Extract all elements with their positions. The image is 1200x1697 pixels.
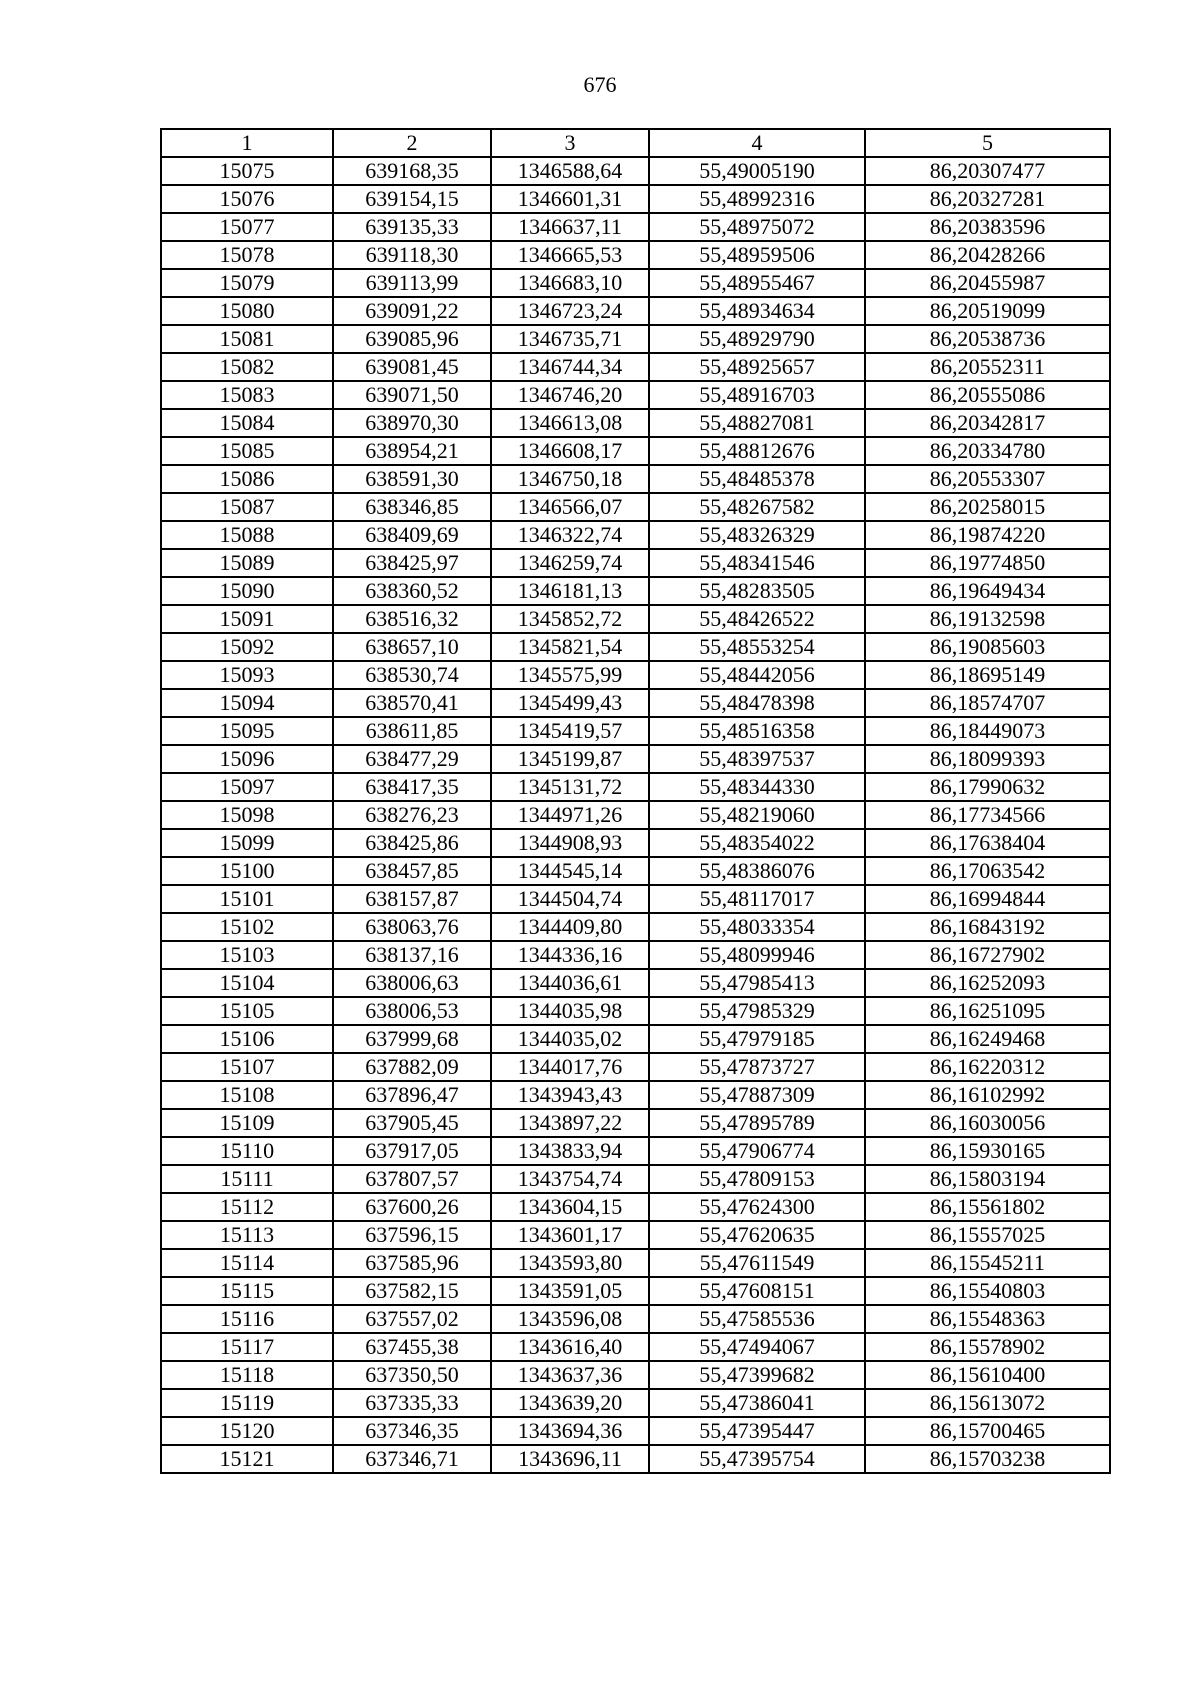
x-coordinate-cell: 639135,33 [333, 213, 491, 241]
point-number-cell: 15083 [161, 381, 333, 409]
x-coordinate-cell: 638611,85 [333, 717, 491, 745]
point-number-cell: 15086 [161, 465, 333, 493]
table-row [161, 969, 1110, 997]
y-coordinate-cell: 1345821,54 [491, 633, 649, 661]
table-row [161, 577, 1110, 605]
y-coordinate-cell: 1346744,34 [491, 353, 649, 381]
y-coordinate-cell: 1346588,64 [491, 157, 649, 185]
y-coordinate-cell: 1343604,15 [491, 1193, 649, 1221]
point-number-cell: 15102 [161, 913, 333, 941]
latitude-cell: 55,48326329 [649, 521, 865, 549]
x-coordinate-cell: 638657,10 [333, 633, 491, 661]
point-number-cell: 15094 [161, 689, 333, 717]
x-coordinate-cell: 639091,22 [333, 297, 491, 325]
point-number-cell: 15103 [161, 941, 333, 969]
table-row [161, 801, 1110, 829]
x-coordinate-cell: 638157,87 [333, 885, 491, 913]
latitude-cell: 55,48959506 [649, 241, 865, 269]
longitude-cell: 86,16102992 [865, 1081, 1110, 1109]
point-number-cell: 15118 [161, 1361, 333, 1389]
x-coordinate-cell: 639154,15 [333, 185, 491, 213]
longitude-cell: 86,20555086 [865, 381, 1110, 409]
point-number-cell: 15106 [161, 1025, 333, 1053]
y-coordinate-cell: 1344504,74 [491, 885, 649, 913]
x-coordinate-cell: 638137,16 [333, 941, 491, 969]
x-coordinate-cell: 638006,53 [333, 997, 491, 1025]
point-number-cell: 15088 [161, 521, 333, 549]
longitude-cell: 86,17063542 [865, 857, 1110, 885]
table-row [161, 325, 1110, 353]
y-coordinate-cell: 1343754,74 [491, 1165, 649, 1193]
latitude-cell: 55,48344330 [649, 773, 865, 801]
table-row [161, 269, 1110, 297]
x-coordinate-cell: 637346,35 [333, 1417, 491, 1445]
y-coordinate-cell: 1346683,10 [491, 269, 649, 297]
y-coordinate-cell: 1346613,08 [491, 409, 649, 437]
x-coordinate-cell: 637455,38 [333, 1333, 491, 1361]
x-coordinate-cell: 637557,02 [333, 1305, 491, 1333]
column-header-1: 1 [161, 129, 333, 157]
point-number-cell: 15091 [161, 605, 333, 633]
table-row [161, 1389, 1110, 1417]
table-row [161, 1445, 1110, 1473]
table-row [161, 1109, 1110, 1137]
y-coordinate-cell: 1344035,02 [491, 1025, 649, 1053]
latitude-cell: 55,49005190 [649, 157, 865, 185]
latitude-cell: 55,48341546 [649, 549, 865, 577]
longitude-cell: 86,18099393 [865, 745, 1110, 773]
longitude-cell: 86,20552311 [865, 353, 1110, 381]
y-coordinate-cell: 1346665,53 [491, 241, 649, 269]
latitude-cell: 55,47585536 [649, 1305, 865, 1333]
y-coordinate-cell: 1345852,72 [491, 605, 649, 633]
table-row [161, 717, 1110, 745]
point-number-cell: 15099 [161, 829, 333, 857]
y-coordinate-cell: 1343694,36 [491, 1417, 649, 1445]
table-row [161, 1025, 1110, 1053]
table-row [161, 241, 1110, 269]
table-row [161, 745, 1110, 773]
table-row [161, 297, 1110, 325]
longitude-cell: 86,20428266 [865, 241, 1110, 269]
point-number-cell: 15100 [161, 857, 333, 885]
latitude-cell: 55,47906774 [649, 1137, 865, 1165]
latitude-cell: 55,47395754 [649, 1445, 865, 1473]
y-coordinate-cell: 1344409,80 [491, 913, 649, 941]
latitude-cell: 55,48033354 [649, 913, 865, 941]
point-number-cell: 15078 [161, 241, 333, 269]
table-row [161, 773, 1110, 801]
column-header-3: 3 [491, 129, 649, 157]
x-coordinate-cell: 637346,71 [333, 1445, 491, 1473]
latitude-cell: 55,47895789 [649, 1109, 865, 1137]
point-number-cell: 15105 [161, 997, 333, 1025]
latitude-cell: 55,48516358 [649, 717, 865, 745]
latitude-cell: 55,47809153 [649, 1165, 865, 1193]
longitude-cell: 86,15557025 [865, 1221, 1110, 1249]
table-row [161, 997, 1110, 1025]
point-number-cell: 15096 [161, 745, 333, 773]
point-number-cell: 15082 [161, 353, 333, 381]
page-number: 676 [583, 72, 617, 97]
table-row [161, 1081, 1110, 1109]
y-coordinate-cell: 1345199,87 [491, 745, 649, 773]
y-coordinate-cell: 1346322,74 [491, 521, 649, 549]
x-coordinate-cell: 638346,85 [333, 493, 491, 521]
x-coordinate-cell: 639113,99 [333, 269, 491, 297]
longitude-cell: 86,20519099 [865, 297, 1110, 325]
y-coordinate-cell: 1344908,93 [491, 829, 649, 857]
table-row [161, 1193, 1110, 1221]
y-coordinate-cell: 1345131,72 [491, 773, 649, 801]
table-header-row [161, 129, 1110, 157]
coordinates-table [160, 128, 1111, 1474]
point-number-cell: 15112 [161, 1193, 333, 1221]
point-number-cell: 15095 [161, 717, 333, 745]
y-coordinate-cell: 1343897,22 [491, 1109, 649, 1137]
longitude-cell: 86,16249468 [865, 1025, 1110, 1053]
longitude-cell: 86,16727902 [865, 941, 1110, 969]
longitude-cell: 86,20553307 [865, 465, 1110, 493]
y-coordinate-cell: 1346637,11 [491, 213, 649, 241]
longitude-cell: 86,20258015 [865, 493, 1110, 521]
longitude-cell: 86,18449073 [865, 717, 1110, 745]
point-number-cell: 15116 [161, 1305, 333, 1333]
point-number-cell: 15080 [161, 297, 333, 325]
table-row [161, 1165, 1110, 1193]
y-coordinate-cell: 1346750,18 [491, 465, 649, 493]
latitude-cell: 55,47608151 [649, 1277, 865, 1305]
x-coordinate-cell: 639081,45 [333, 353, 491, 381]
y-coordinate-cell: 1344336,16 [491, 941, 649, 969]
point-number-cell: 15090 [161, 577, 333, 605]
table-row [161, 1053, 1110, 1081]
x-coordinate-cell: 639118,30 [333, 241, 491, 269]
latitude-cell: 55,48283505 [649, 577, 865, 605]
point-number-cell: 15113 [161, 1221, 333, 1249]
y-coordinate-cell: 1343601,17 [491, 1221, 649, 1249]
point-number-cell: 15079 [161, 269, 333, 297]
latitude-cell: 55,47985329 [649, 997, 865, 1025]
y-coordinate-cell: 1346259,74 [491, 549, 649, 577]
longitude-cell: 86,20383596 [865, 213, 1110, 241]
y-coordinate-cell: 1343593,80 [491, 1249, 649, 1277]
y-coordinate-cell: 1343616,40 [491, 1333, 649, 1361]
x-coordinate-cell: 637600,26 [333, 1193, 491, 1221]
latitude-cell: 55,47887309 [649, 1081, 865, 1109]
y-coordinate-cell: 1344017,76 [491, 1053, 649, 1081]
x-coordinate-cell: 638276,23 [333, 801, 491, 829]
latitude-cell: 55,48219060 [649, 801, 865, 829]
table-body [161, 157, 1110, 1473]
latitude-cell: 55,48442056 [649, 661, 865, 689]
x-coordinate-cell: 638425,86 [333, 829, 491, 857]
table-row [161, 1361, 1110, 1389]
table-row [161, 185, 1110, 213]
latitude-cell: 55,48975072 [649, 213, 865, 241]
table-row [161, 1333, 1110, 1361]
table-row [161, 521, 1110, 549]
y-coordinate-cell: 1346566,07 [491, 493, 649, 521]
point-number-cell: 15110 [161, 1137, 333, 1165]
y-coordinate-cell: 1344971,26 [491, 801, 649, 829]
point-number-cell: 15114 [161, 1249, 333, 1277]
point-number-cell: 15087 [161, 493, 333, 521]
y-coordinate-cell: 1345499,43 [491, 689, 649, 717]
latitude-cell: 55,48485378 [649, 465, 865, 493]
longitude-cell: 86,20334780 [865, 437, 1110, 465]
x-coordinate-cell: 637596,15 [333, 1221, 491, 1249]
latitude-cell: 55,48478398 [649, 689, 865, 717]
y-coordinate-cell: 1343943,43 [491, 1081, 649, 1109]
latitude-cell: 55,48992316 [649, 185, 865, 213]
table-row [161, 913, 1110, 941]
latitude-cell: 55,47624300 [649, 1193, 865, 1221]
y-coordinate-cell: 1344545,14 [491, 857, 649, 885]
table-row [161, 689, 1110, 717]
longitude-cell: 86,16251095 [865, 997, 1110, 1025]
longitude-cell: 86,15548363 [865, 1305, 1110, 1333]
x-coordinate-cell: 638970,30 [333, 409, 491, 437]
point-number-cell: 15101 [161, 885, 333, 913]
latitude-cell: 55,48929790 [649, 325, 865, 353]
table-row [161, 437, 1110, 465]
longitude-cell: 86,20307477 [865, 157, 1110, 185]
point-number-cell: 15085 [161, 437, 333, 465]
x-coordinate-cell: 637585,96 [333, 1249, 491, 1277]
latitude-cell: 55,48397537 [649, 745, 865, 773]
table-row [161, 941, 1110, 969]
table-row [161, 1277, 1110, 1305]
point-number-cell: 15109 [161, 1109, 333, 1137]
y-coordinate-cell: 1346723,24 [491, 297, 649, 325]
x-coordinate-cell: 637999,68 [333, 1025, 491, 1053]
latitude-cell: 55,47395447 [649, 1417, 865, 1445]
y-coordinate-cell: 1344035,98 [491, 997, 649, 1025]
x-coordinate-cell: 639071,50 [333, 381, 491, 409]
latitude-cell: 55,47494067 [649, 1333, 865, 1361]
x-coordinate-cell: 638360,52 [333, 577, 491, 605]
table-row [161, 605, 1110, 633]
longitude-cell: 86,19132598 [865, 605, 1110, 633]
point-number-cell: 15117 [161, 1333, 333, 1361]
longitude-cell: 86,17638404 [865, 829, 1110, 857]
latitude-cell: 55,48099946 [649, 941, 865, 969]
table-row [161, 465, 1110, 493]
y-coordinate-cell: 1345575,99 [491, 661, 649, 689]
point-number-cell: 15111 [161, 1165, 333, 1193]
latitude-cell: 55,48812676 [649, 437, 865, 465]
latitude-cell: 55,48916703 [649, 381, 865, 409]
x-coordinate-cell: 638591,30 [333, 465, 491, 493]
latitude-cell: 55,48426522 [649, 605, 865, 633]
point-number-cell: 15115 [161, 1277, 333, 1305]
y-coordinate-cell: 1343696,11 [491, 1445, 649, 1473]
latitude-cell: 55,47386041 [649, 1389, 865, 1417]
point-number-cell: 15081 [161, 325, 333, 353]
point-number-cell: 15089 [161, 549, 333, 577]
y-coordinate-cell: 1346746,20 [491, 381, 649, 409]
longitude-cell: 86,15703238 [865, 1445, 1110, 1473]
latitude-cell: 55,48354022 [649, 829, 865, 857]
point-number-cell: 15119 [161, 1389, 333, 1417]
point-number-cell: 15097 [161, 773, 333, 801]
x-coordinate-cell: 638477,29 [333, 745, 491, 773]
y-coordinate-cell: 1345419,57 [491, 717, 649, 745]
y-coordinate-cell: 1343639,20 [491, 1389, 649, 1417]
point-number-cell: 15121 [161, 1445, 333, 1473]
point-number-cell: 15107 [161, 1053, 333, 1081]
longitude-cell: 86,16220312 [865, 1053, 1110, 1081]
latitude-cell: 55,47399682 [649, 1361, 865, 1389]
table-row [161, 381, 1110, 409]
x-coordinate-cell: 637905,45 [333, 1109, 491, 1137]
longitude-cell: 86,15578902 [865, 1333, 1110, 1361]
longitude-cell: 86,15540803 [865, 1277, 1110, 1305]
x-coordinate-cell: 638570,41 [333, 689, 491, 717]
longitude-cell: 86,18695149 [865, 661, 1110, 689]
point-number-cell: 15092 [161, 633, 333, 661]
x-coordinate-cell: 638409,69 [333, 521, 491, 549]
table-row [161, 1137, 1110, 1165]
point-number-cell: 15093 [161, 661, 333, 689]
latitude-cell: 55,47979185 [649, 1025, 865, 1053]
table-row [161, 1221, 1110, 1249]
table-row [161, 549, 1110, 577]
y-coordinate-cell: 1346735,71 [491, 325, 649, 353]
y-coordinate-cell: 1346601,31 [491, 185, 649, 213]
table-row [161, 885, 1110, 913]
x-coordinate-cell: 637917,05 [333, 1137, 491, 1165]
longitude-cell: 86,19874220 [865, 521, 1110, 549]
longitude-cell: 86,19774850 [865, 549, 1110, 577]
table-row [161, 829, 1110, 857]
point-number-cell: 15108 [161, 1081, 333, 1109]
longitude-cell: 86,20327281 [865, 185, 1110, 213]
x-coordinate-cell: 638425,97 [333, 549, 491, 577]
longitude-cell: 86,20455987 [865, 269, 1110, 297]
point-number-cell: 15075 [161, 157, 333, 185]
x-coordinate-cell: 638954,21 [333, 437, 491, 465]
longitude-cell: 86,20538736 [865, 325, 1110, 353]
longitude-cell: 86,16994844 [865, 885, 1110, 913]
point-number-cell: 15120 [161, 1417, 333, 1445]
y-coordinate-cell: 1343833,94 [491, 1137, 649, 1165]
x-coordinate-cell: 637896,47 [333, 1081, 491, 1109]
x-coordinate-cell: 637335,33 [333, 1389, 491, 1417]
table-row [161, 353, 1110, 381]
column-header-5: 5 [865, 129, 1110, 157]
column-header-4: 4 [649, 129, 865, 157]
latitude-cell: 55,47985413 [649, 969, 865, 997]
table-row [161, 157, 1110, 185]
point-number-cell: 15104 [161, 969, 333, 997]
longitude-cell: 86,20342817 [865, 409, 1110, 437]
longitude-cell: 86,15561802 [865, 1193, 1110, 1221]
column-header-2: 2 [333, 129, 491, 157]
longitude-cell: 86,17734566 [865, 801, 1110, 829]
table-row [161, 1417, 1110, 1445]
latitude-cell: 55,48955467 [649, 269, 865, 297]
x-coordinate-cell: 637582,15 [333, 1277, 491, 1305]
table-row [161, 857, 1110, 885]
longitude-cell: 86,16843192 [865, 913, 1110, 941]
latitude-cell: 55,47611549 [649, 1249, 865, 1277]
longitude-cell: 86,15610400 [865, 1361, 1110, 1389]
longitude-cell: 86,15700465 [865, 1417, 1110, 1445]
point-number-cell: 15076 [161, 185, 333, 213]
point-number-cell: 15098 [161, 801, 333, 829]
table-row [161, 633, 1110, 661]
x-coordinate-cell: 637807,57 [333, 1165, 491, 1193]
longitude-cell: 86,16030056 [865, 1109, 1110, 1137]
x-coordinate-cell: 638457,85 [333, 857, 491, 885]
x-coordinate-cell: 638006,63 [333, 969, 491, 997]
latitude-cell: 55,48267582 [649, 493, 865, 521]
latitude-cell: 55,48553254 [649, 633, 865, 661]
x-coordinate-cell: 638063,76 [333, 913, 491, 941]
latitude-cell: 55,48925657 [649, 353, 865, 381]
longitude-cell: 86,15613072 [865, 1389, 1110, 1417]
y-coordinate-cell: 1346608,17 [491, 437, 649, 465]
longitude-cell: 86,19085603 [865, 633, 1110, 661]
latitude-cell: 55,47620635 [649, 1221, 865, 1249]
longitude-cell: 86,17990632 [865, 773, 1110, 801]
y-coordinate-cell: 1344036,61 [491, 969, 649, 997]
x-coordinate-cell: 637882,09 [333, 1053, 491, 1081]
longitude-cell: 86,15545211 [865, 1249, 1110, 1277]
longitude-cell: 86,18574707 [865, 689, 1110, 717]
latitude-cell: 55,48934634 [649, 297, 865, 325]
table-row [161, 409, 1110, 437]
x-coordinate-cell: 638516,32 [333, 605, 491, 633]
longitude-cell: 86,16252093 [865, 969, 1110, 997]
y-coordinate-cell: 1343637,36 [491, 1361, 649, 1389]
latitude-cell: 55,48827081 [649, 409, 865, 437]
x-coordinate-cell: 638530,74 [333, 661, 491, 689]
table-row [161, 1249, 1110, 1277]
x-coordinate-cell: 637350,50 [333, 1361, 491, 1389]
y-coordinate-cell: 1343591,05 [491, 1277, 649, 1305]
latitude-cell: 55,48117017 [649, 885, 865, 913]
y-coordinate-cell: 1343596,08 [491, 1305, 649, 1333]
latitude-cell: 55,47873727 [649, 1053, 865, 1081]
table-row [161, 213, 1110, 241]
table-row [161, 1305, 1110, 1333]
x-coordinate-cell: 638417,35 [333, 773, 491, 801]
y-coordinate-cell: 1346181,13 [491, 577, 649, 605]
table-row [161, 661, 1110, 689]
x-coordinate-cell: 639085,96 [333, 325, 491, 353]
point-number-cell: 15077 [161, 213, 333, 241]
longitude-cell: 86,15930165 [865, 1137, 1110, 1165]
longitude-cell: 86,15803194 [865, 1165, 1110, 1193]
table-row [161, 493, 1110, 521]
latitude-cell: 55,48386076 [649, 857, 865, 885]
x-coordinate-cell: 639168,35 [333, 157, 491, 185]
point-number-cell: 15084 [161, 409, 333, 437]
longitude-cell: 86,19649434 [865, 577, 1110, 605]
